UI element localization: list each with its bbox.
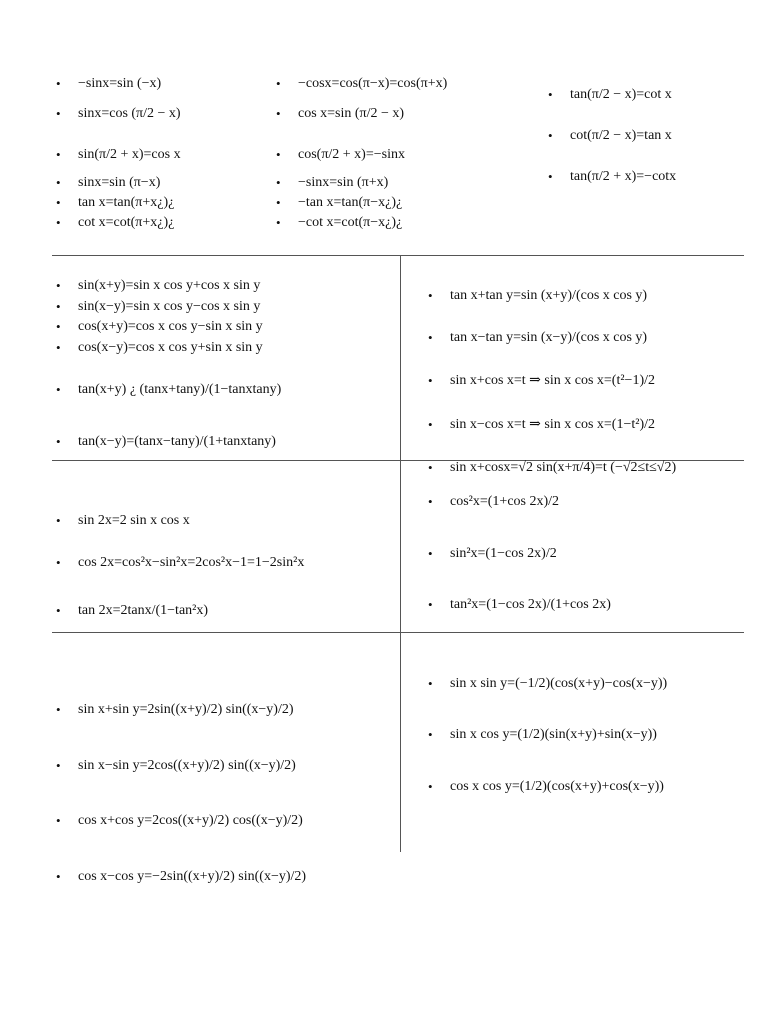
bullet-icon: • [56,554,61,570]
bullet-icon: • [56,105,61,121]
formula: • tan(x+y) ¿ (tanx+tany)/(1−tanxtany) [56,381,282,397]
formula: • tan x+tan y=sin (x+y)/(cos x cos y) [428,287,648,303]
formula: • sin(x−y)=sin x cos y−cos x sin y [56,298,261,314]
bullet-icon: • [56,75,61,91]
formula: • sin²x=(1−cos 2x)/2 [428,545,557,561]
formula: • cos x−cos y=−2sin((x+y)/2) sin((x−y)/2) [56,868,307,884]
formula: • cot x=cot(π+x¿)¿ [56,214,175,230]
formula: • sin x−cos x=t ⇒ sin x cos x=(1−t²)/2 [428,416,656,432]
formula: • −cosx=cos(π−x)=cos(π+x) [276,75,448,91]
formula: • sinx=sin (π−x) [56,174,161,190]
bullet-icon: • [276,75,281,91]
bullet-icon: • [428,287,433,303]
formula: • cos(x−y)=cos x cos y+sin x sin y [56,339,263,355]
formula: • cos x+cos y=2cos((x+y)/2) cos((x−y)/2) [56,812,303,828]
formula: • tan(π/2 − x)=cot x [548,86,672,102]
bullet-icon: • [56,194,61,210]
bullet-icon: • [548,86,553,102]
bullet-icon: • [428,329,433,345]
bullet-icon: • [56,318,61,334]
bullet-icon: • [428,545,433,561]
bullet-icon: • [56,602,61,618]
formula: • tan(x−y)=(tanx−tany)/(1+tanxtany) [56,433,276,449]
bullet-icon: • [56,381,61,397]
formula: • cos x cos y=(1/2)(cos(x+y)+cos(x−y)) [428,778,664,794]
formula: • sin(x+y)=sin x cos y+cos x sin y [56,277,261,293]
formula: • sin(π/2 + x)=cos x [56,146,181,162]
bullet-icon: • [276,146,281,162]
bullet-icon: • [428,726,433,742]
formula: • sin x−sin y=2cos((x+y)/2) sin((x−y)/2) [56,757,296,773]
bullet-icon: • [428,778,433,794]
formula: • sinx=cos (π/2 − x) [56,105,181,121]
divider-3 [52,632,744,633]
bullet-icon: • [56,174,61,190]
bullet-icon: • [56,701,61,717]
bullet-icon: • [548,127,553,143]
formula: • cos(π/2 + x)=−sinx [276,146,405,162]
divider-vertical-2 [400,460,401,632]
bullet-icon: • [56,433,61,449]
bullet-icon: • [56,812,61,828]
bullet-icon: • [56,868,61,884]
formula: • sin x+cosx=√2 sin(x+π/4)=t (−√2≤t≤√2) [428,459,677,475]
bullet-icon: • [428,416,433,432]
divider-vertical-3 [400,632,401,852]
bullet-icon: • [276,174,281,190]
bullet-icon: • [56,757,61,773]
bullet-icon: • [56,277,61,293]
bullet-icon: • [428,596,433,612]
bullet-icon: • [428,372,433,388]
bullet-icon: • [56,214,61,230]
bullet-icon: • [56,298,61,314]
bullet-icon: • [56,146,61,162]
bullet-icon: • [276,105,281,121]
formula: • tan x=tan(π+x¿)¿ [56,194,175,210]
formula: • sin x+sin y=2sin((x+y)/2) sin((x−y)/2) [56,701,294,717]
formula: • −sinx=sin (π+x) [276,174,389,190]
bullet-icon: • [56,339,61,355]
bullet-icon: • [56,512,61,528]
formula: • sin x sin y=(−1/2)(cos(x+y)−cos(x−y)) [428,675,668,691]
formula: • −cot x=cot(π−x¿)¿ [276,214,403,230]
formula: • tan 2x=2tanx/(1−tan²x) [56,602,209,618]
formula: • sin 2x=2 sin x cos x [56,512,190,528]
formula: • cos(x+y)=cos x cos y−sin x sin y [56,318,263,334]
formula: • tan(π/2 + x)=−cotx [548,168,677,184]
bullet-icon: • [428,459,433,475]
formula: • tan x−tan y=sin (x−y)/(cos x cos y) [428,329,648,345]
formula: • cot(π/2 − x)=tan x [548,127,672,143]
bullet-icon: • [428,675,433,691]
divider-vertical-1 [400,255,401,460]
bullet-icon: • [548,168,553,184]
bullet-icon: • [276,194,281,210]
formula: • −sinx=sin (−x) [56,75,162,91]
formula: • −tan x=tan(π−x¿)¿ [276,194,403,210]
divider-1 [52,255,744,256]
formula: • sin x+cos x=t ⇒ sin x cos x=(t²−1)/2 [428,372,656,388]
formula: • sin x cos y=(1/2)(sin(x+y)+sin(x−y)) [428,726,657,742]
bullet-icon: • [428,493,433,509]
formula: • tan²x=(1−cos 2x)/(1+cos 2x) [428,596,611,612]
formula: • cos 2x=cos²x−sin²x=2cos²x−1=1−2sin²x [56,554,305,570]
formula: • cos²x=(1+cos 2x)/2 [428,493,560,509]
bullet-icon: • [276,214,281,230]
formula: • cos x=sin (π/2 − x) [276,105,405,121]
